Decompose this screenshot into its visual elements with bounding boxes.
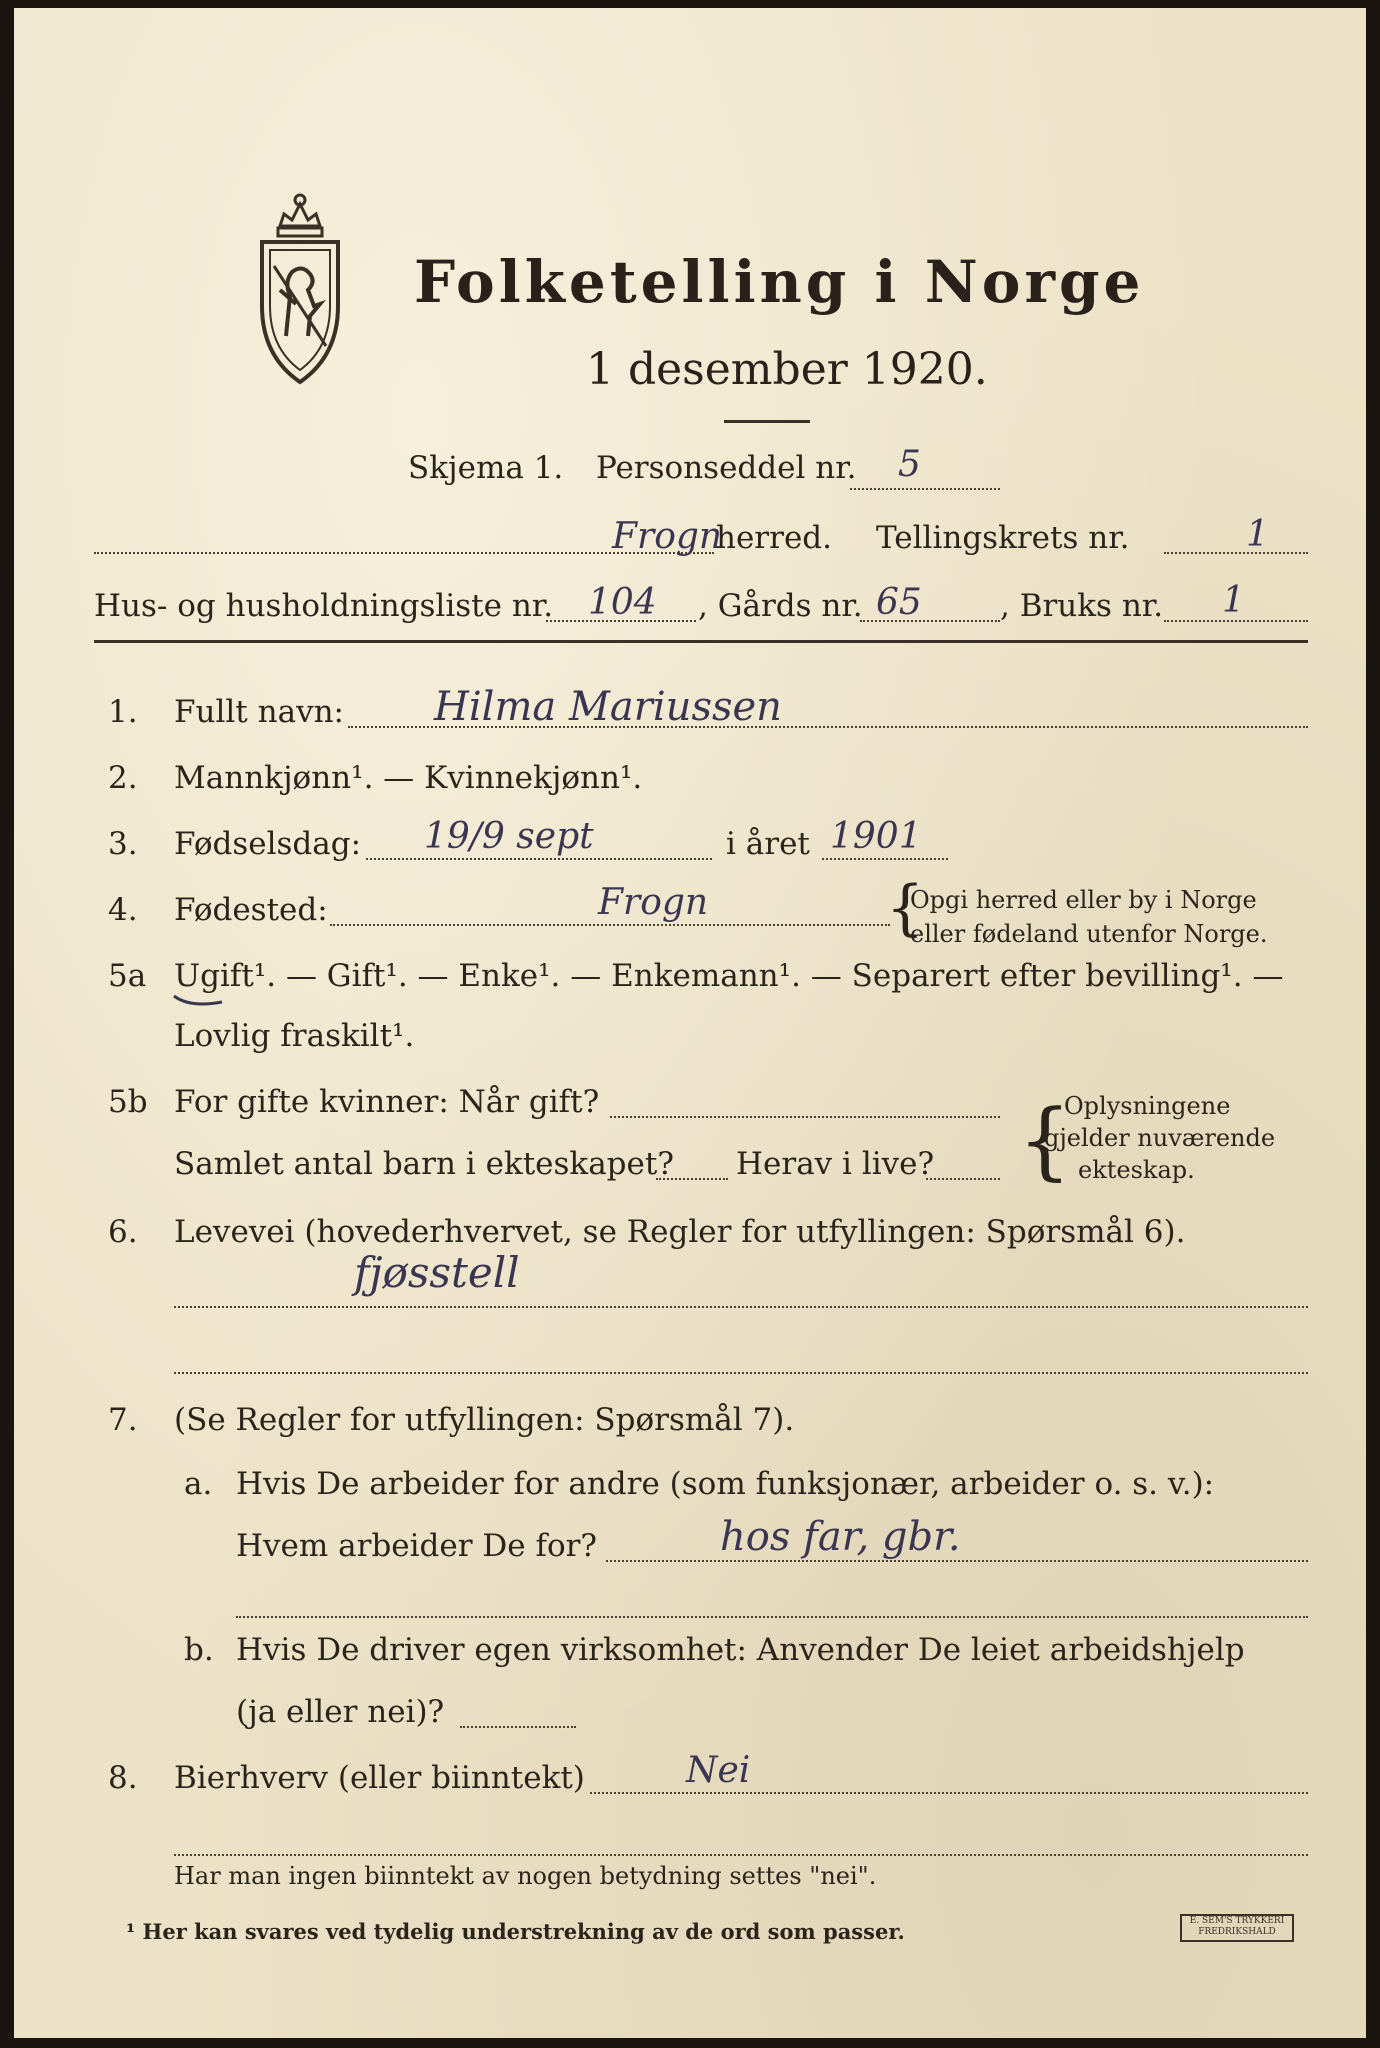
q5a-line-2: Lovlig fraskilt¹. xyxy=(174,1018,415,1054)
q4-note-1: Opgi herred eller by i Norge xyxy=(910,886,1257,914)
q7-number: 7. xyxy=(108,1402,138,1438)
personseddel-value[interactable]: 5 xyxy=(898,444,921,485)
tellingskrets-label: Tellingskrets nr. xyxy=(876,520,1130,556)
tellingskrets-value[interactable]: 1 xyxy=(1246,514,1269,555)
q7b-line-2: (ja eller nei)? xyxy=(236,1694,445,1730)
q7a-line-1: Hvis De arbeider for andre (som funksjonær, arbeider o. s. v.): xyxy=(236,1466,1215,1502)
q8-number: 8. xyxy=(108,1760,138,1796)
birth-year-value[interactable]: 1901 xyxy=(830,816,922,857)
birthdate-value[interactable]: 19/9 sept xyxy=(424,816,594,857)
skjema-label: Skjema 1. xyxy=(408,450,564,486)
q7a-number: a. xyxy=(184,1466,213,1502)
q6-label: Levevei (hovederhvervet, se Regler for utfyllingen: Spørsmål 6). xyxy=(174,1214,1186,1250)
q1-label: Fullt navn: xyxy=(174,694,344,730)
bruks-value[interactable]: 1 xyxy=(1222,580,1245,621)
gards-value[interactable]: 65 xyxy=(876,582,922,623)
q5b-number: 5b xyxy=(108,1084,148,1120)
printer-line-2: FREDRIKSHALD xyxy=(1198,1927,1276,1937)
title-divider xyxy=(724,420,810,423)
side-income-value[interactable]: Nei xyxy=(686,1750,751,1791)
employer-value[interactable]: hos far, gbr. xyxy=(720,1514,961,1560)
q5b-line-2a: Samlet antal barn i ekteskapet? xyxy=(174,1146,674,1182)
printer-mark xyxy=(1180,1914,1294,1942)
census-form-sheet xyxy=(14,8,1366,2038)
q7b-number: b. xyxy=(184,1632,214,1668)
form-title: Folketelling i Norge xyxy=(414,248,1145,316)
q5a-number: 5a xyxy=(108,958,147,994)
printer-line-1: E. SEM'S TRYKKERI xyxy=(1189,1916,1285,1926)
q2-label: Mannkjønn¹. — Kvinnekjønn¹. xyxy=(174,760,643,796)
q7-label: (Se Regler for utfyllingen: Spørsmål 7). xyxy=(174,1402,795,1438)
bruks-label: , Bruks nr. xyxy=(1000,588,1164,624)
personseddel-label: Personseddel nr. xyxy=(596,450,857,486)
q7a-line-2: Hvem arbeider De for? xyxy=(236,1528,598,1564)
footer-note: Har man ingen biinntekt av nogen betydning settes "nei". xyxy=(174,1862,877,1890)
herred-value[interactable]: Frogn xyxy=(612,516,723,557)
coat-of-arms-icon xyxy=(250,186,350,386)
footnote: ¹ Her kan svares ved tydelig understrekning av de ord som passer. xyxy=(126,1919,905,1944)
herred-label: herred. xyxy=(716,520,832,556)
q1-number: 1. xyxy=(108,694,138,730)
census-date: 1 desember 1920. xyxy=(586,344,988,395)
q2-number: 2. xyxy=(108,760,138,796)
q4-label: Fødested: xyxy=(174,892,328,928)
q5b-note-3: ekteskap. xyxy=(1078,1156,1195,1184)
hus-value[interactable]: 104 xyxy=(588,582,657,623)
q3-label: Fødselsdag: xyxy=(174,826,362,862)
q4-number: 4. xyxy=(108,892,138,928)
hus-label: Hus- og husholdningsliste nr. xyxy=(94,588,554,624)
q5b-line-2b: Herav i live? xyxy=(736,1146,935,1182)
q5b-note-2: gjelder nuværende xyxy=(1044,1124,1276,1152)
q4-note-2: eller fødeland utenfor Norge. xyxy=(910,920,1268,948)
birthplace-value[interactable]: Frogn xyxy=(598,882,709,923)
q8-label: Bierhverv (eller biinntekt) xyxy=(174,1760,585,1796)
q5b-brace: { xyxy=(1018,1091,1072,1189)
q5b-line-1: For gifte kvinner: Når gift? xyxy=(174,1084,600,1120)
q3-number: 3. xyxy=(108,826,138,862)
q3-year-label: i året xyxy=(726,826,810,862)
q7b-line-1: Hvis De driver egen virksomhet: Anvender De leiet arbeidshjelp xyxy=(236,1632,1245,1668)
q5a-line-1: Ugift¹. — Gift¹. — Enke¹. — Enkemann¹. — Separert efter bevilling¹. — xyxy=(174,958,1284,994)
occupation-value[interactable]: fjøsstell xyxy=(354,1248,520,1297)
q6-number: 6. xyxy=(108,1214,138,1250)
gards-label: , Gårds nr. xyxy=(698,588,863,624)
full-name-value[interactable]: Hilma Mariussen xyxy=(434,684,782,730)
header-rule xyxy=(94,640,1308,643)
q5b-note-1: Oplysningene xyxy=(1064,1092,1231,1120)
ugift-underline-mark xyxy=(170,992,230,1012)
q4-brace: { xyxy=(886,873,925,943)
